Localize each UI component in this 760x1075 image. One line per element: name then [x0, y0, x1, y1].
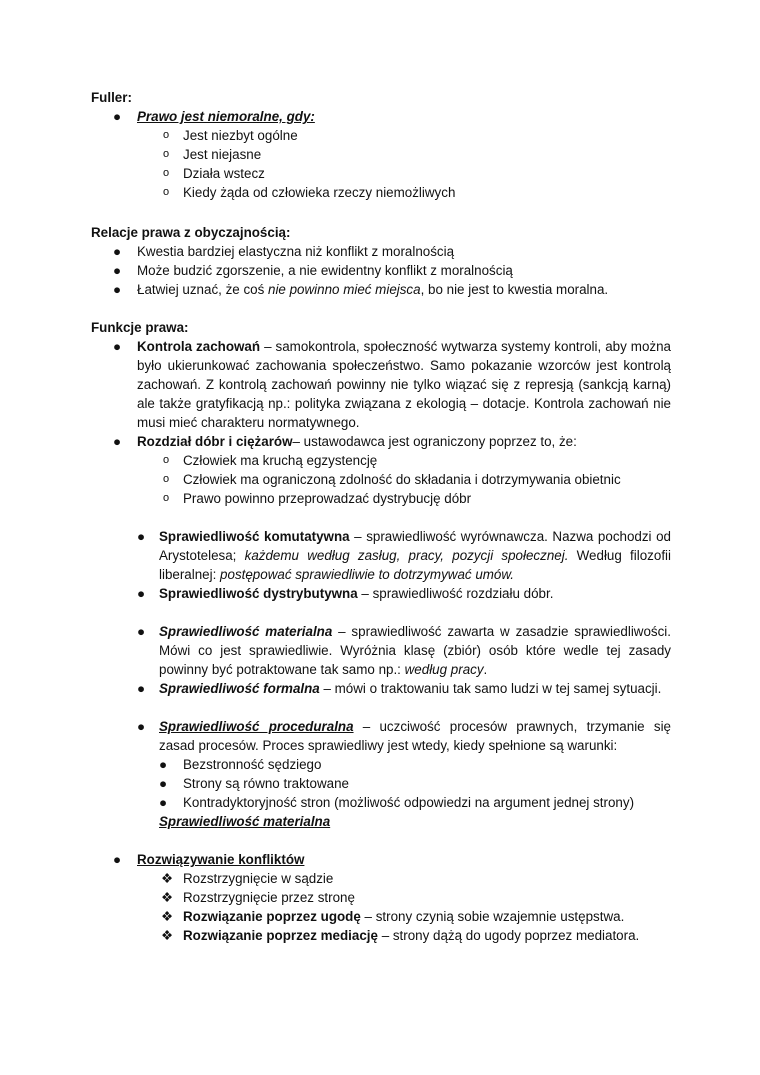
item-formalna	[91, 679, 671, 698]
heading-fuller: Fuller:	[91, 90, 132, 105]
term: Sprawiedliwość dystrybutywna	[159, 586, 358, 601]
diamond-bullet-icon: ❖	[161, 890, 174, 905]
text: Rozstrzygnięcie przez stronę	[183, 890, 355, 905]
list-item: Człowiek ma ograniczoną zdolność do składania i dotrzymywania obietnic	[183, 472, 621, 487]
term: Sprawiedliwość formalna	[159, 681, 320, 696]
text: Łatwiej uznać, że coś	[137, 282, 268, 297]
circle-bullet-icon: o	[163, 129, 170, 141]
text: – uczciwość procesów prawnych, trzymanie się zasad procesów. Proces sprawiedliwy jest wtedy, kiedy spełnione są warunki:	[159, 719, 671, 753]
bullet-icon: ●	[137, 624, 146, 639]
term: Kontrola zachowań	[137, 339, 261, 354]
text: – sprawiedliwość rozdziału dóbr.	[357, 586, 554, 601]
fuller-bullet: Prawo jest niemoralne, gdy:	[137, 109, 315, 124]
term: Rozdział dóbr i ciężarów	[137, 434, 293, 449]
item-proceduralna	[91, 717, 671, 755]
text-italic: każdemu według zasług, pracy, pozycji społecznej.	[244, 548, 569, 563]
bullet-icon: ●	[113, 244, 122, 259]
circle-bullet-icon: o	[163, 454, 170, 466]
circle-bullet-icon: o	[163, 492, 170, 504]
list-item: Bezstronność sędziego	[183, 757, 322, 772]
bullet-icon: ●	[137, 586, 146, 601]
bullet-icon: ●	[113, 852, 122, 867]
list-item: Człowiek ma kruchą egzystencję	[183, 453, 378, 468]
text: – strony czynią sobie wzajemnie ustępstwa.	[360, 909, 625, 924]
text: – sprawiedliwość zawarta w zasadzie sprawiedliwości. Mówi co jest sprawiedliwie. Wyróżnia klasę (zbiór) osób które wedle tej zasady powinny być potraktowane tak samo np.:	[159, 624, 671, 677]
list-item: Działa wstecz	[183, 166, 265, 181]
circle-bullet-icon: o	[163, 167, 170, 179]
text: – samokontrola, społeczność wytwarza systemy kontroli, aby można było ukierunkować zachowania społeczeństwo. Samo pokazanie wzorców jest kontrolą zachowań. Z kontrolą zachowań powinny nie tylko wiązać się z represją (sankcją karną) ale także gratyfikacją np.: polityka związana z ekologią – dotacje. Kontrola zachowań nie musi mieć charakteru normatywnego.	[137, 339, 672, 430]
item-kontrola	[91, 337, 671, 432]
text: Według filozofii liberalnej:	[159, 548, 671, 582]
term: Sprawiedliwość komutatywna	[159, 529, 350, 544]
text-italic: nie powinno mieć miejsca	[268, 282, 421, 297]
item-rozdzial	[91, 432, 671, 451]
bullet-icon: ●	[159, 795, 168, 810]
term: Sprawiedliwość proceduralna	[159, 719, 354, 734]
list-item: Kontradyktoryjność stron (możliwość odpowiedzi na argument jednej strony)	[183, 795, 635, 810]
item-dystrybutywna	[91, 584, 671, 603]
list-item: Prawo powinno przeprowadzać dystrybucję dóbr	[183, 491, 472, 506]
text: .	[483, 662, 488, 677]
circle-bullet-icon: o	[163, 148, 170, 160]
item-komutatywna	[91, 527, 671, 584]
diamond-bullet-icon: ❖	[161, 871, 174, 886]
list-item: Jest niezbyt ogólne	[183, 128, 298, 143]
text: – sprawiedliwość wyrównawcza. Nazwa pochodzi od Arystotelesa;	[159, 529, 671, 563]
bullet-icon: ●	[159, 776, 168, 791]
bullet-icon: ●	[113, 263, 122, 278]
list-item: Może budzić zgorszenie, a nie ewidentny konflikt z moralnością	[137, 263, 513, 278]
bullet-icon: ●	[113, 109, 122, 124]
text-italic: według pracy	[404, 662, 484, 677]
bullet-icon: ●	[113, 339, 122, 354]
heading-relacje: Relacje prawa z obyczajnością:	[91, 225, 291, 240]
diamond-bullet-icon: ❖	[161, 909, 174, 924]
text: – strony dążą do ugody poprzez mediatora.	[377, 928, 640, 943]
term: Rozwiązywanie konfliktów	[137, 852, 305, 867]
bullet-icon: ●	[137, 719, 146, 734]
text-italic: postępować sprawiedliwie to dotrzymywać umów.	[220, 567, 515, 582]
term: Sprawiedliwość materialna	[159, 624, 333, 639]
bullet-icon: ●	[137, 681, 146, 696]
bullet-icon: ●	[159, 757, 168, 772]
bullet-icon: ●	[113, 434, 122, 449]
diamond-bullet-icon: ❖	[161, 928, 174, 943]
bullet-icon: ●	[113, 282, 122, 297]
term: Rozwiązanie poprzez ugodę	[183, 909, 361, 924]
item-materialna	[91, 622, 671, 679]
proceduralna-footer: Sprawiedliwość materialna	[159, 814, 331, 829]
text: – mówi o traktowaniu tak samo ludzi w tej samej sytuacji.	[319, 681, 662, 696]
list-item: Strony są równo traktowane	[183, 776, 349, 791]
term: Rozwiązanie poprzez mediację	[183, 928, 378, 943]
text: – ustawodawca jest ograniczony poprzez to, że:	[292, 434, 577, 449]
text: Rozstrzygnięcie w sądzie	[183, 871, 334, 886]
list-item: Kwestia bardziej elastyczna niż konflikt z moralnością	[137, 244, 455, 259]
circle-bullet-icon: o	[163, 186, 170, 198]
list-item: Jest niejasne	[183, 147, 262, 162]
section-fuller	[91, 88, 671, 202]
section-funkcje	[91, 318, 671, 945]
section-relacje	[91, 223, 671, 299]
heading-funkcje: Funkcje prawa:	[91, 320, 189, 335]
text: , bo nie jest to kwestia moralna.	[420, 282, 609, 297]
circle-bullet-icon: o	[163, 473, 170, 485]
bullet-icon: ●	[137, 529, 146, 544]
list-item: Kiedy żąda od człowieka rzeczy niemożliwych	[183, 185, 456, 200]
